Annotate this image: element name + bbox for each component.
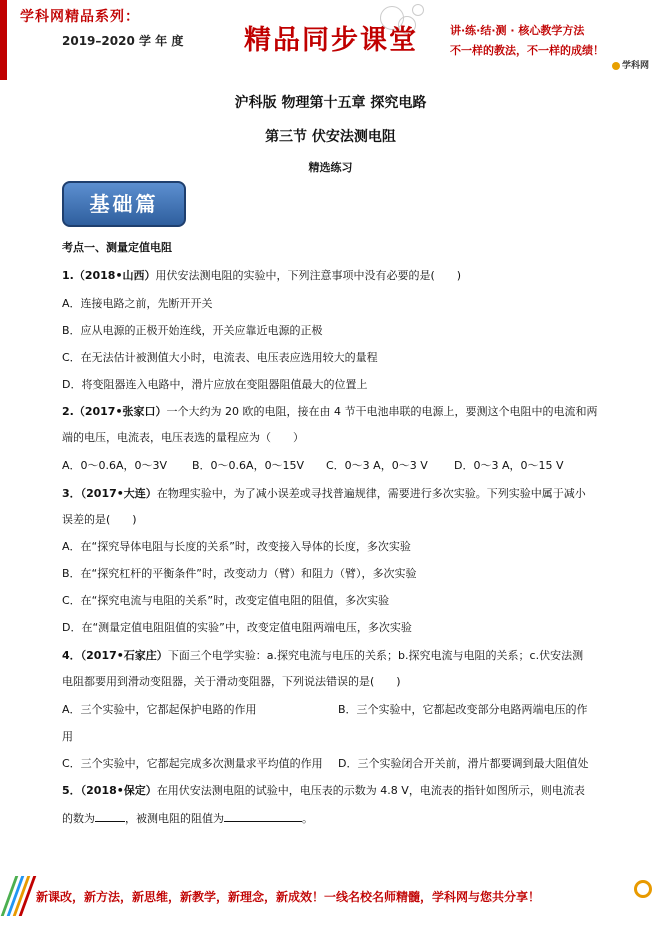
q3-option-b: B．在“探究杠杆的平衡条件”时，改变动力（臂）和阻力（臂），多次实验 xyxy=(62,567,417,580)
slogan-bottom: 不一样的教法，不一样的成绩！ xyxy=(450,44,604,57)
logo-text: 学科网 xyxy=(622,61,650,71)
q1-option-b: B．应从电源的正极开始连线，开关应靠近电源的正极 xyxy=(62,324,323,337)
q2-option-a: A．0～0.6A，0～3V xyxy=(62,459,168,472)
question-4-stem-line2: 电阻都要用到滑动变阻器，关于滑动变阻器，下列说法错误的是( ) xyxy=(62,675,401,688)
question-5-stem-line2 xyxy=(62,809,313,827)
basic-level-badge: 基础篇 xyxy=(62,181,186,227)
q5-number: 5． xyxy=(62,784,81,797)
q4-option-b-cont: 用 xyxy=(62,730,73,743)
q4-option-c: C．三个实验中，它都起完成多次测量求平均值的作用 xyxy=(62,757,323,770)
q4-option-b: B．三个实验中，它都起改变部分电路两端电压的作 xyxy=(338,703,588,716)
q5-text-2b: ，被测电阻的阻值为 xyxy=(125,812,224,825)
question-3-stem-line1 xyxy=(62,486,586,502)
question-2-stem-line2: 端的电压，电流表，电压表选的量程应为（ ） xyxy=(62,431,304,444)
footer-stripes-icon xyxy=(6,876,30,922)
q4-text-1: 下面三个电学实验：a.探究电流与电压的关系；b.探究电流与电阻的关系；c.伏安法测 xyxy=(167,649,584,662)
q5-text-2c: 。 xyxy=(302,812,313,825)
school-year: 2019–2020 学 年 度 xyxy=(62,34,184,48)
section-title: 第三节 伏安法测电阻 xyxy=(265,129,396,145)
q2-source: （2017•张家口） xyxy=(73,405,167,418)
q5-source: （2018•保定） xyxy=(80,784,157,797)
q5-text-2a: 的数为 xyxy=(62,812,95,825)
q1-option-d: D．将变阻器连入电路中，滑片应放在变阻器阻值最大的位置上 xyxy=(62,378,368,391)
slogan-top: 讲·练·结·测 · 核心教学方法 xyxy=(450,24,585,37)
question-3-stem-line2: 误差的是( ) xyxy=(62,513,137,526)
topic-heading: 考点一、测量定值电阻 xyxy=(62,241,172,254)
q3-text-1: 在物理实验中，为了减小误差或寻找普遍规律，需要进行多次实验。下列实验中属于减小 xyxy=(156,487,586,500)
q4-option-d: D．三个实验闭合开关前，滑片都要调到最大阻值处 xyxy=(338,757,589,770)
q2-option-b: B．0～0.6A，0～15V xyxy=(192,459,305,472)
q4-source: （2017•石家庄） xyxy=(80,649,168,662)
q5-text-1: 在用伏安法测电阻的试验中，电压表的示数为 4.8 V，电流表的指针如图所示，则电流表 xyxy=(156,784,585,797)
q2-number: 2. xyxy=(62,405,74,418)
page-header xyxy=(0,0,661,80)
q4-option-a: A．三个实验中，它都起保护电路的作用 xyxy=(62,703,257,716)
book-title: 沪科版 物理第十五章 探究电路 xyxy=(234,95,427,111)
q3-option-c: C．在“探究电流与电阻的关系”时，改变定值电阻的阻值，多次实验 xyxy=(62,594,390,607)
question-2-stem-line1 xyxy=(62,404,597,420)
q2-option-c: C．0～3 A，0～3 V xyxy=(326,459,428,472)
site-logo xyxy=(612,58,649,71)
q3-source: （2017•大连） xyxy=(80,487,157,500)
q1-text: 用伏安法测电阻的实验中，下列注意事项中没有必要的是( ) xyxy=(155,269,462,282)
q5-answer-blank-1[interactable] xyxy=(95,809,125,822)
q1-number: 1. xyxy=(62,269,74,282)
q3-option-a: A．在“探究导体电阻与长度的关系”时，改变接入导体的长度，多次实验 xyxy=(62,540,411,553)
q5-answer-blank-2[interactable] xyxy=(224,809,302,822)
q3-number: 3． xyxy=(62,487,81,500)
series-label: 学科网精品系列： xyxy=(20,9,140,25)
q1-option-c: C．在无法估计被测值大小时，电流表、电压表应选用较大的量程 xyxy=(62,351,378,364)
brand-title: 精品同步课堂 xyxy=(244,25,418,56)
page-footer xyxy=(0,872,661,928)
gear-icon xyxy=(634,880,652,898)
q2-option-d: D．0～3 A，0～15 V xyxy=(454,459,564,472)
question-1-stem xyxy=(62,268,461,284)
header-red-bar xyxy=(0,0,7,80)
question-4-stem-line1 xyxy=(62,648,583,664)
q2-text-1: 一个大约为 20 欧的电阻，接在由 4 节干电池串联的电源上，要测这个电阻中的电流和两 xyxy=(166,405,598,418)
q4-number: 4． xyxy=(62,649,81,662)
footer-slogan: 新课改，新方法，新思维，新教学，新理念，新成效！一线名校名师精髓，学科网与您共分享！ xyxy=(36,890,541,904)
question-5-stem-line1 xyxy=(62,783,585,799)
exercise-subtitle: 精选练习 xyxy=(308,161,353,174)
q1-option-a: A．连接电路之前，先断开开关 xyxy=(62,297,213,310)
logo-mark-icon xyxy=(612,62,620,70)
q1-source: （2018•山西） xyxy=(73,269,156,282)
q3-option-d: D．在“测量定值电阻阻值的实验”中，改变定值电阻两端电压，多次实验 xyxy=(62,621,412,634)
